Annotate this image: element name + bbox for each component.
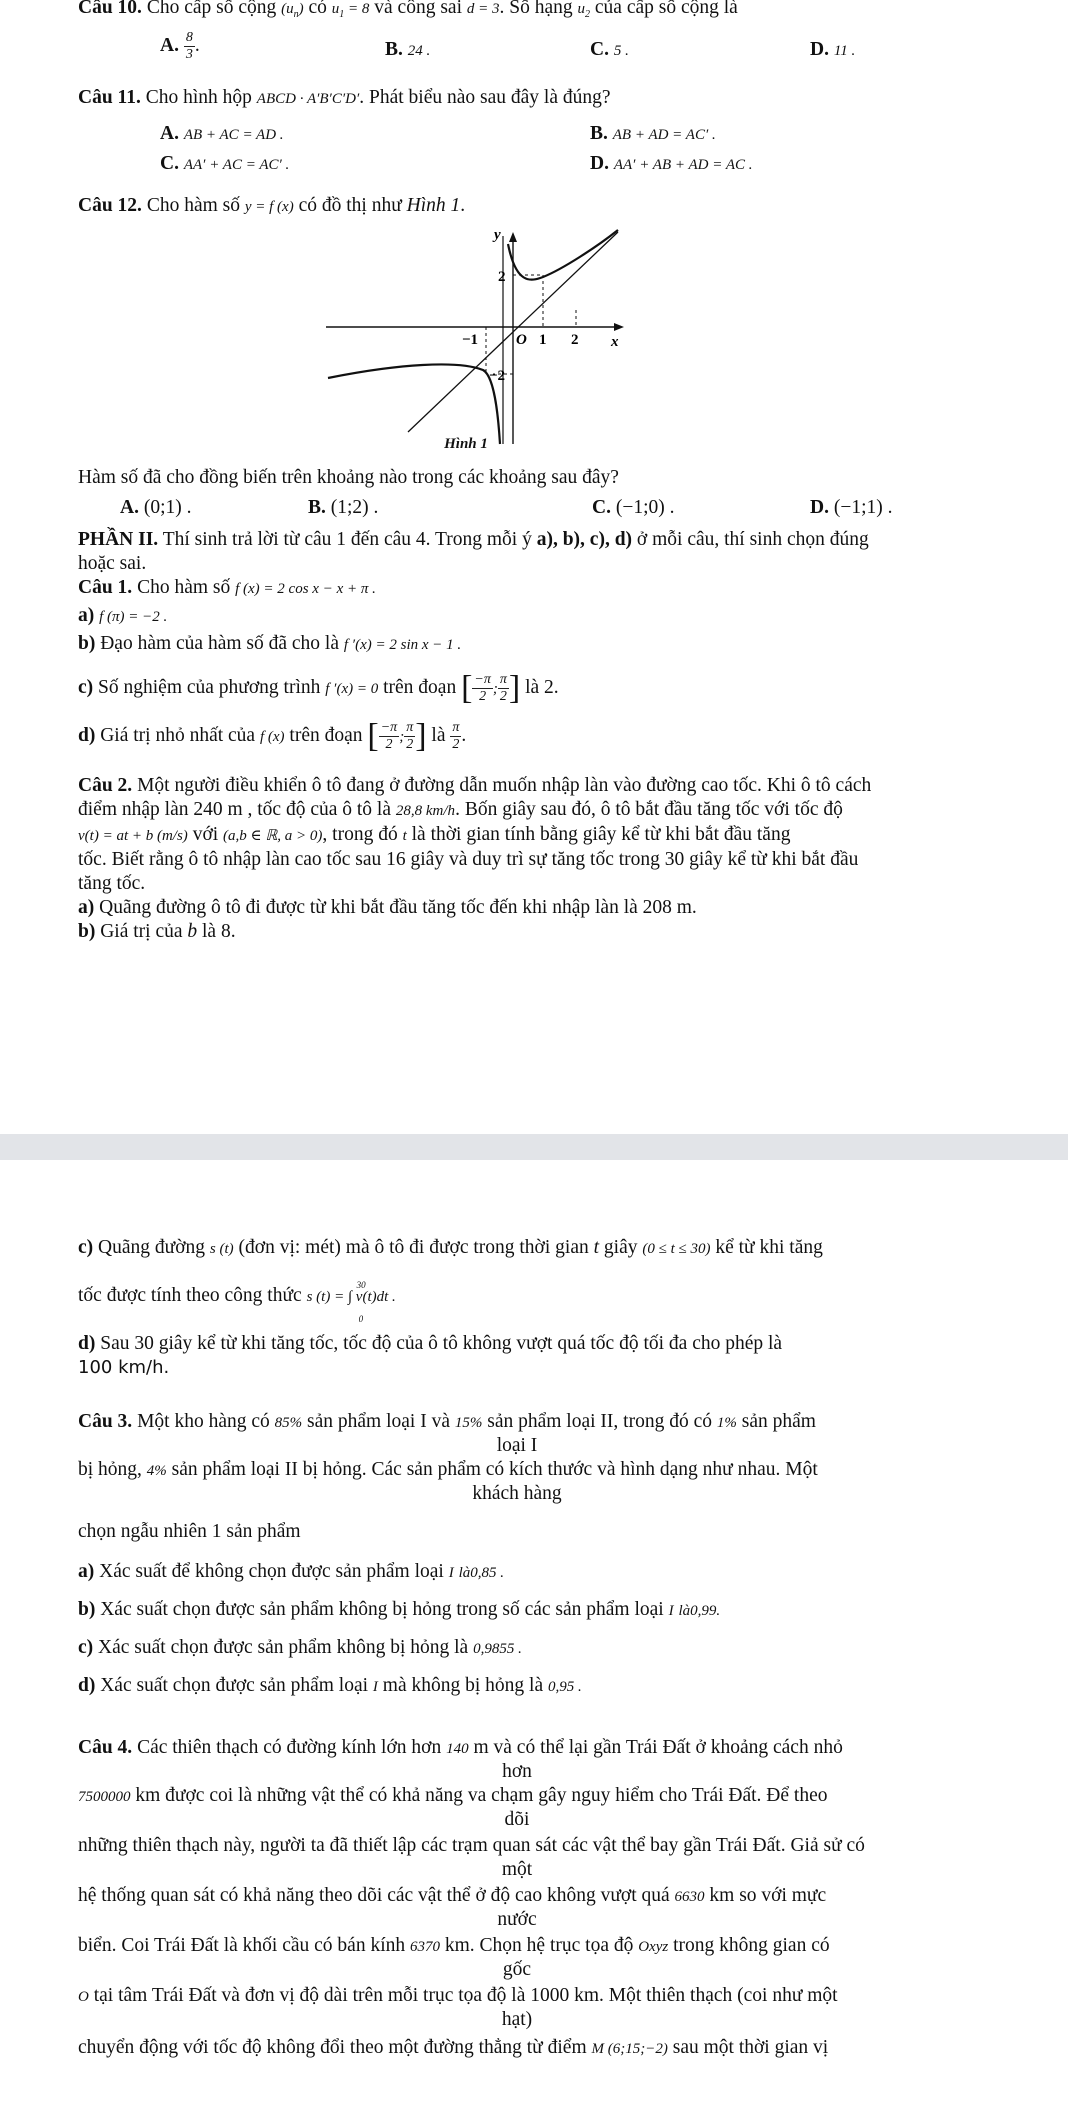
- c3-item-a[interactable]: [78, 1560, 504, 1585]
- c1-item-c-label: c): [78, 676, 94, 698]
- c4-line-2-text: km được coi là những vật thể có khả năng va chạm gây nguy hiểm cho Trái Đất. Để theo: [135, 1785, 828, 1806]
- question-12-figure-ref: Hình 1: [406, 195, 461, 216]
- c2-item-c-text: Quãng đường: [98, 1237, 206, 1258]
- q10-option-a-fraction: [184, 30, 195, 63]
- c2-item-c-range: (0 ≤ t ≤ 30): [642, 1241, 711, 1257]
- c4-wrap-2: dõi: [504, 1809, 530, 1830]
- c1-item-c-text: Số nghiệm của phương trình: [98, 676, 321, 698]
- c2-line-2b: . Bốn giây sau đó, ô tô bắt đầu tăng tốc với tốc độ: [455, 799, 843, 820]
- q11-option-c-value: AA′ + AC = AC′ .: [183, 157, 290, 173]
- question-10-stem: [78, 0, 738, 27]
- q12-option-b[interactable]: [308, 496, 378, 520]
- c1-text-a: Cho hàm số: [137, 577, 231, 598]
- c2-line-3-with: với: [192, 824, 219, 845]
- question-10-sym-u1: [331, 1, 370, 20]
- c2-item-d-text: Sau 30 giây kể từ khi tăng tốc, tốc độ của ô tô không vượt quá tốc độ tối đa cho phép là: [100, 1333, 783, 1354]
- c4-wrap-3: một: [501, 1859, 533, 1880]
- q11-option-a-label: A.: [160, 123, 179, 144]
- c2-speed: 28,8 km/h: [395, 803, 456, 819]
- question-11-stem: [78, 86, 611, 111]
- q12-option-d[interactable]: [810, 496, 893, 520]
- c4-altitude: 6630: [674, 1889, 705, 1905]
- question-12-text-c: .: [460, 195, 466, 216]
- c4-line-7a: chuyển động với tốc độ không đổi theo một đường thẳng từ điểm: [78, 2037, 587, 2058]
- c3-item-d[interactable]: [78, 1674, 582, 1699]
- sym-u1-sub: 1: [339, 9, 345, 20]
- c4-line-7b: sau một thời gian vị: [672, 2037, 829, 2058]
- c4-origin-o: O: [78, 1989, 89, 2005]
- question-10-sym-un: [281, 1, 304, 20]
- c1-item-b-value: f ′(x) = 2 sin x − 1 .: [343, 637, 462, 653]
- q10-option-a-tail: .: [194, 34, 200, 56]
- question-11-options-row2: [160, 152, 940, 178]
- question-10-label: Câu 10.: [78, 0, 142, 18]
- c3-item-b-text: Xác suất chọn được sản phẩm không bị hỏng trong số các sản phẩm loại: [100, 1599, 664, 1620]
- y-axis-arrow-icon: [509, 232, 517, 242]
- c2-item-c-label: c): [78, 1237, 94, 1258]
- c2-line-1-text: Một người điều khiển ô tô đang ở đường dẫn muốn nhập làn vào đường cao tốc. Khi ô tô cách: [137, 775, 872, 796]
- c4-line-4: [78, 1884, 826, 1909]
- q11-option-d-label: D.: [590, 153, 609, 174]
- c2-item-b-text: Giá trị của: [100, 921, 183, 942]
- c2-line-5: tăng tốc.: [78, 873, 146, 894]
- c3-item-b[interactable]: [78, 1598, 720, 1623]
- c3-percent-85: 85%: [274, 1415, 303, 1431]
- q11-option-b[interactable]: [590, 122, 716, 147]
- c1-interval-c-open-bracket: [: [461, 669, 473, 707]
- c1-item-d-fx: f (x): [259, 728, 285, 745]
- c3-line-2: [78, 1458, 818, 1483]
- c2-integral-lower: 0: [358, 1314, 364, 1324]
- c1-item-b[interactable]: [78, 632, 461, 657]
- q12-option-a-label: A.: [120, 497, 139, 518]
- figure-1-graph: [318, 222, 648, 452]
- c4-text-b: m và có thể lại gần Trái Đất ở khoảng cách nhỏ: [473, 1737, 843, 1758]
- c2-item-b-symbol: b: [187, 921, 198, 942]
- c1-item-d-answer: [450, 720, 461, 753]
- question-11-text-a: Cho hình hộp: [145, 87, 252, 108]
- question-12-label: Câu 12.: [78, 195, 142, 216]
- c2-item-c-symbol: s (t): [209, 1241, 234, 1257]
- sym-un-close: ): [298, 1, 304, 17]
- c1-item-d-text2: trên đoạn: [289, 724, 363, 746]
- c1-item-d-text: Giá trị nhỏ nhất của: [100, 724, 256, 746]
- q12-option-c-value: (−1;0) .: [615, 497, 675, 518]
- q12-option-a[interactable]: [120, 496, 192, 520]
- c1-interval-d-close-bracket: ]: [415, 717, 427, 755]
- c3-item-a-symbol: I: [448, 1565, 454, 1581]
- question-11-label: Câu 11.: [78, 87, 141, 108]
- c3-item-c[interactable]: [78, 1636, 522, 1661]
- part-2-items: a), b), c), d): [536, 529, 633, 550]
- q12-option-c[interactable]: [592, 496, 675, 520]
- q11-option-b-label: B.: [590, 123, 608, 144]
- c2-item-b-label: b): [78, 921, 96, 942]
- graph-tick-xm1: −1: [462, 332, 479, 348]
- c2-item-b[interactable]: [78, 920, 956, 944]
- frac-num: −π: [380, 720, 398, 735]
- question-10-sym-u2: [577, 1, 591, 20]
- c3-line-1: [78, 1410, 816, 1435]
- c4-distance: 7500000: [78, 1789, 131, 1805]
- c4-line-5b: km. Chọn hệ trục tọa độ: [444, 1935, 634, 1956]
- c2-item-c-text4: kể từ khi tăng: [715, 1237, 823, 1258]
- frac-den: 2: [385, 737, 393, 752]
- c3-item-a-label: a): [78, 1561, 95, 1582]
- graph-x-label: x: [611, 334, 619, 350]
- question-10-text-e: của cấp số cộng là: [594, 0, 738, 18]
- q10-option-c-label: C.: [590, 39, 609, 60]
- c4-wrap-1: hơn: [502, 1761, 532, 1782]
- q10-option-a-label: A.: [160, 34, 179, 56]
- c1-item-d-dot: .: [461, 724, 467, 746]
- c1-stem: [78, 576, 376, 601]
- c3-text-a: Một kho hàng có: [137, 1411, 270, 1432]
- c3-label: Câu 3.: [78, 1411, 133, 1432]
- c3-item-d-text2: mà không bị hỏng là: [382, 1675, 544, 1696]
- c4-line-3: những thiên thạch này, người ta đã thiết lập các trạm quan sát các vật thể bay gần Trái Đất. Giả sử có: [78, 1835, 865, 1856]
- q12-option-d-value: (−1;1) .: [833, 497, 893, 518]
- question-10-sym-d: d = 3: [466, 1, 500, 17]
- c2-line-2a: điểm nhập làn 240 m , tốc độ của ô tô là: [78, 799, 392, 820]
- c2-item-d-label: d): [78, 1333, 96, 1354]
- sym-u1-val: = 8: [348, 1, 370, 17]
- question-11-text-b: . Phát biểu nào sau đây là đúng?: [359, 87, 611, 108]
- c3-line-2a: bị hỏng,: [78, 1459, 142, 1480]
- q10-option-c-value: 5 .: [613, 43, 629, 59]
- c4-label: Câu 4.: [78, 1737, 133, 1758]
- question-12-question: Hàm số đã cho đồng biến trên khoảng nào trong các khoảng sau đây?: [78, 467, 619, 488]
- frac-num: π: [452, 720, 460, 735]
- c1-item-a-value: f (π) = −2 .: [99, 609, 168, 625]
- c3-line-2b: sản phẩm loại II bị hỏng. Các sản phẩm có kích thước và hình dạng như nhau. Một: [171, 1459, 818, 1480]
- c4-line-5c: trong không gian có: [673, 1935, 830, 1956]
- part-2-text-c: hoặc sai.: [78, 553, 147, 574]
- question-11-options-row1: [160, 122, 940, 148]
- c2-item-c-line-2: [78, 1280, 396, 1324]
- frac-num: 8: [185, 30, 193, 45]
- c3-item-a-value: là0,85 .: [458, 1565, 505, 1581]
- c1-item-c-text3: là 2.: [525, 676, 559, 698]
- c2-line-1: [78, 774, 956, 798]
- c3-wrap-2: khách hàng: [472, 1483, 562, 1504]
- curve-right-branch: [508, 230, 618, 280]
- c3-item-b-symbol: I: [668, 1603, 674, 1619]
- c1-interval-c-lower: [472, 672, 492, 705]
- c1-interval-d-upper: [404, 720, 415, 753]
- question-10-text-d: . Số hạng: [499, 0, 573, 18]
- graph-tick-x1: 1: [539, 332, 547, 348]
- c3-item-d-label: d): [78, 1675, 96, 1696]
- c4-line-6: [78, 1984, 838, 2009]
- q10-option-a[interactable]: [160, 30, 200, 63]
- c3-item-d-text: Xác suất chọn được sản phẩm loại: [100, 1675, 369, 1696]
- x-axis-arrow-icon: [614, 323, 624, 331]
- q11-option-a-value: AB + AC = AD .: [183, 127, 284, 143]
- c4-line-5: [78, 1934, 830, 1959]
- c2-item-c-text2: (đơn vị: mét) mà ô tô đi được trong thời gian: [238, 1237, 589, 1258]
- q11-option-d-value: AA′ + AB + AD = AC .: [613, 157, 753, 173]
- c4-line-5a: biển. Coi Trái Đất là khối cầu có bán kính: [78, 1935, 406, 1956]
- q10-option-c[interactable]: [590, 38, 629, 63]
- part-2-text-b: ở mỗi câu, thí sinh chọn đúng: [636, 529, 869, 550]
- c1-sym-f: f (x) = 2 cos x − x + π .: [235, 581, 376, 597]
- c4-line-2: [78, 1784, 828, 1809]
- c1-item-b-label: b): [78, 633, 96, 654]
- c2-item-a-text: Quãng đường ô tô đi được từ khi bắt đầu tăng tốc đến khi nhập làn là 208 m.: [99, 897, 697, 918]
- frac-den: 2: [406, 737, 414, 752]
- c4-point-m: M (6;15;−2): [591, 2041, 668, 2057]
- c4-radius: 6370: [410, 1939, 440, 1955]
- c3-item-c-value: 0,9855 .: [473, 1641, 522, 1657]
- c4-line-1: [78, 1736, 843, 1761]
- frac-den: 3: [185, 47, 193, 62]
- c4-wrap-5: gốc: [502, 1959, 532, 1980]
- c3-percent-15: 15%: [454, 1415, 483, 1431]
- sym-un: (u: [281, 1, 294, 17]
- q12-option-a-value: (0;1) .: [143, 497, 192, 518]
- c1-interval-d-lower: [379, 720, 399, 753]
- c1-item-d-text3: là: [431, 724, 446, 746]
- q10-option-d[interactable]: [810, 38, 855, 63]
- c1-item-c-text2: trên đoạn: [383, 676, 457, 698]
- c2-line-3: [78, 823, 956, 848]
- part-2-text-a: Thí sinh trả lời từ câu 1 đến câu 4. Trong mỗi ý: [162, 529, 532, 550]
- question-12-text-b: có đồ thị như: [298, 195, 402, 216]
- c2-item-d[interactable]: [78, 1332, 956, 1380]
- c2-item-c-text3: giây: [603, 1237, 638, 1258]
- question-10-text-c: và công sai: [374, 0, 463, 18]
- q12-option-d-label: D.: [810, 497, 829, 518]
- q12-option-c-label: C.: [592, 497, 611, 518]
- q11-option-c-label: C.: [160, 153, 179, 174]
- q10-option-b-label: B.: [385, 39, 403, 60]
- c1-item-d[interactable]: [78, 717, 467, 755]
- sym-u2-sub: 2: [585, 9, 591, 20]
- frac-num: π: [406, 720, 414, 735]
- c1-interval-c-sep: ;: [492, 680, 498, 697]
- c2-item-a-label: a): [78, 897, 95, 918]
- graph-tick-y2: 2: [498, 269, 506, 285]
- c3-percent-1: 1%: [716, 1415, 737, 1431]
- c3-text-b: sản phẩm loại I và: [307, 1411, 450, 1432]
- c4-line-6-text: tại tâm Trái Đất và đơn vị độ dài trên mỗi trục tọa độ là 1000 km. Một thiên thạch (coi như một: [93, 1985, 838, 2006]
- q10-option-d-label: D.: [810, 39, 829, 60]
- c1-label: Câu 1.: [78, 577, 133, 598]
- q12-option-b-value: (1;2) .: [330, 497, 379, 518]
- sym-un-sub: n: [293, 9, 299, 20]
- c3-item-c-text: Xác suất chọn được sản phẩm không bị hỏng là: [98, 1637, 469, 1658]
- c2-item-b-tail: là 8.: [202, 921, 236, 942]
- c2-item-c-line-2-text: tốc được tính theo công thức: [78, 1285, 302, 1306]
- c2-line-3b: , trong đó: [322, 824, 398, 845]
- c1-interval-d-open-bracket: [: [367, 717, 379, 755]
- q10-option-b[interactable]: [385, 38, 430, 63]
- c2-integral-expression: s (t) = ∫ v(t)dt .: [306, 1289, 396, 1305]
- c3-item-c-label: c): [78, 1637, 94, 1658]
- q12-option-b-label: B.: [308, 497, 326, 518]
- c3-item-b-value: là0,99.: [678, 1603, 721, 1619]
- c3-text-d: sản phẩm: [741, 1411, 816, 1432]
- sym-u1: u: [331, 1, 340, 17]
- figure-1-caption: Hình 1: [444, 436, 488, 452]
- graph-tick-x2: 2: [571, 332, 579, 348]
- question-10-text-a: Cho cấp số cộng: [146, 0, 277, 18]
- c1-interval-c-upper: [498, 672, 509, 705]
- graph-origin: O: [516, 332, 527, 348]
- question-12-sym-f: y = f (x): [244, 199, 294, 215]
- c2-velocity-formula: v(t) = at + b (m/s): [78, 828, 188, 844]
- c1-interval-c-close-bracket: ]: [508, 669, 521, 707]
- q10-option-b-value: 24 .: [407, 43, 431, 59]
- c3-item-b-label: b): [78, 1599, 96, 1620]
- page-break-divider: [0, 1134, 1068, 1160]
- c3-item-a-text: Xác suất để không chọn được sản phẩm loại: [99, 1561, 444, 1582]
- q11-option-c[interactable]: [160, 152, 289, 177]
- question-12-options: [120, 496, 940, 522]
- c2-t-symbol: t: [402, 828, 407, 844]
- c2-item-a[interactable]: [78, 896, 956, 920]
- c2-integral-formula: [306, 1280, 396, 1324]
- question-10-options: [160, 30, 940, 64]
- c1-item-a[interactable]: [78, 604, 167, 629]
- question-12-text-a: Cho hàm số: [146, 195, 240, 216]
- graph-tick-ym2: −2: [489, 368, 506, 384]
- question-11-sym-box: ABCD · A′B′C′D′: [256, 91, 360, 107]
- frac-den: 2: [499, 689, 507, 704]
- c4-diameter: 140: [446, 1741, 469, 1757]
- q11-option-a[interactable]: [160, 122, 284, 147]
- q11-option-d[interactable]: [590, 152, 753, 177]
- c4-oxyz: Oxyz: [638, 1939, 669, 1955]
- c1-item-c-equation: f ′(x) = 0: [325, 680, 379, 697]
- frac-num: −π: [474, 672, 491, 687]
- c3-percent-4: 4%: [146, 1463, 167, 1479]
- frac-den: 2: [479, 689, 487, 704]
- question-10-text-b: có: [308, 0, 327, 18]
- frac-den: 2: [452, 737, 460, 752]
- c2-label: Câu 2.: [78, 775, 133, 796]
- c1-item-a-label: a): [78, 605, 95, 626]
- c4-line-7: [78, 2036, 828, 2061]
- c2-line-3c: là thời gian tính bằng giây kể từ khi bắt đầu tăng: [411, 824, 791, 845]
- c2-integral-upper: 30: [356, 1280, 366, 1290]
- c1-item-b-text: Đạo hàm của hàm số đã cho là: [100, 633, 340, 654]
- graph-y-label: y: [494, 227, 501, 243]
- c4-wrap-6: hạt): [501, 2009, 533, 2030]
- part-2-label: PHẦN II.: [78, 529, 159, 550]
- c2-item-c-t: t: [593, 1237, 600, 1258]
- c2-item-d-line-2: 100 km/h.: [78, 1357, 170, 1378]
- c3-wrap-1: loại I: [496, 1435, 538, 1456]
- c2-condition: (a,b ∈ ℝ, a > 0): [223, 828, 323, 844]
- c3-item-d-value: 0,95 .: [547, 1679, 582, 1695]
- c1-item-d-label: d): [78, 724, 96, 746]
- q10-option-d-value: 11 .: [833, 43, 856, 59]
- c4-wrap-4: nước: [497, 1909, 537, 1930]
- c2-stem: [78, 774, 956, 944]
- frac-num: π: [499, 672, 507, 687]
- c2-item-d-line-1: [78, 1332, 956, 1356]
- c1-interval-d-sep: ;: [399, 728, 405, 745]
- c3-item-d-symbol: I: [372, 1679, 378, 1695]
- c4-line-4b: km so với mực: [709, 1885, 827, 1906]
- c3-text-c: sản phẩm loại II, trong đó có: [487, 1411, 712, 1432]
- c1-item-c[interactable]: [78, 669, 559, 707]
- c2-line-4: tốc. Biết rằng ô tô nhập làn cao tốc sau 16 giây và duy trì sự tăng tốc trong 30 giây kể từ khi bắt đầu: [78, 849, 859, 870]
- q11-option-b-value: AB + AD = AC′ .: [612, 127, 716, 143]
- c2-line-2: [78, 798, 956, 823]
- c4-text-a: Các thiên thạch có đường kính lớn hơn: [137, 1737, 442, 1758]
- c4-line-4a: hệ thống quan sát có khả năng theo dõi các vật thể ở độ cao không vượt quá: [78, 1885, 670, 1906]
- c3-line-3: chọn ngẫu nhiên 1 sản phẩm: [78, 1521, 301, 1542]
- c2-item-c[interactable]: [78, 1236, 823, 1261]
- sym-u2: u: [577, 1, 586, 17]
- part-2-header: [78, 528, 869, 552]
- question-12-stem: [78, 194, 465, 219]
